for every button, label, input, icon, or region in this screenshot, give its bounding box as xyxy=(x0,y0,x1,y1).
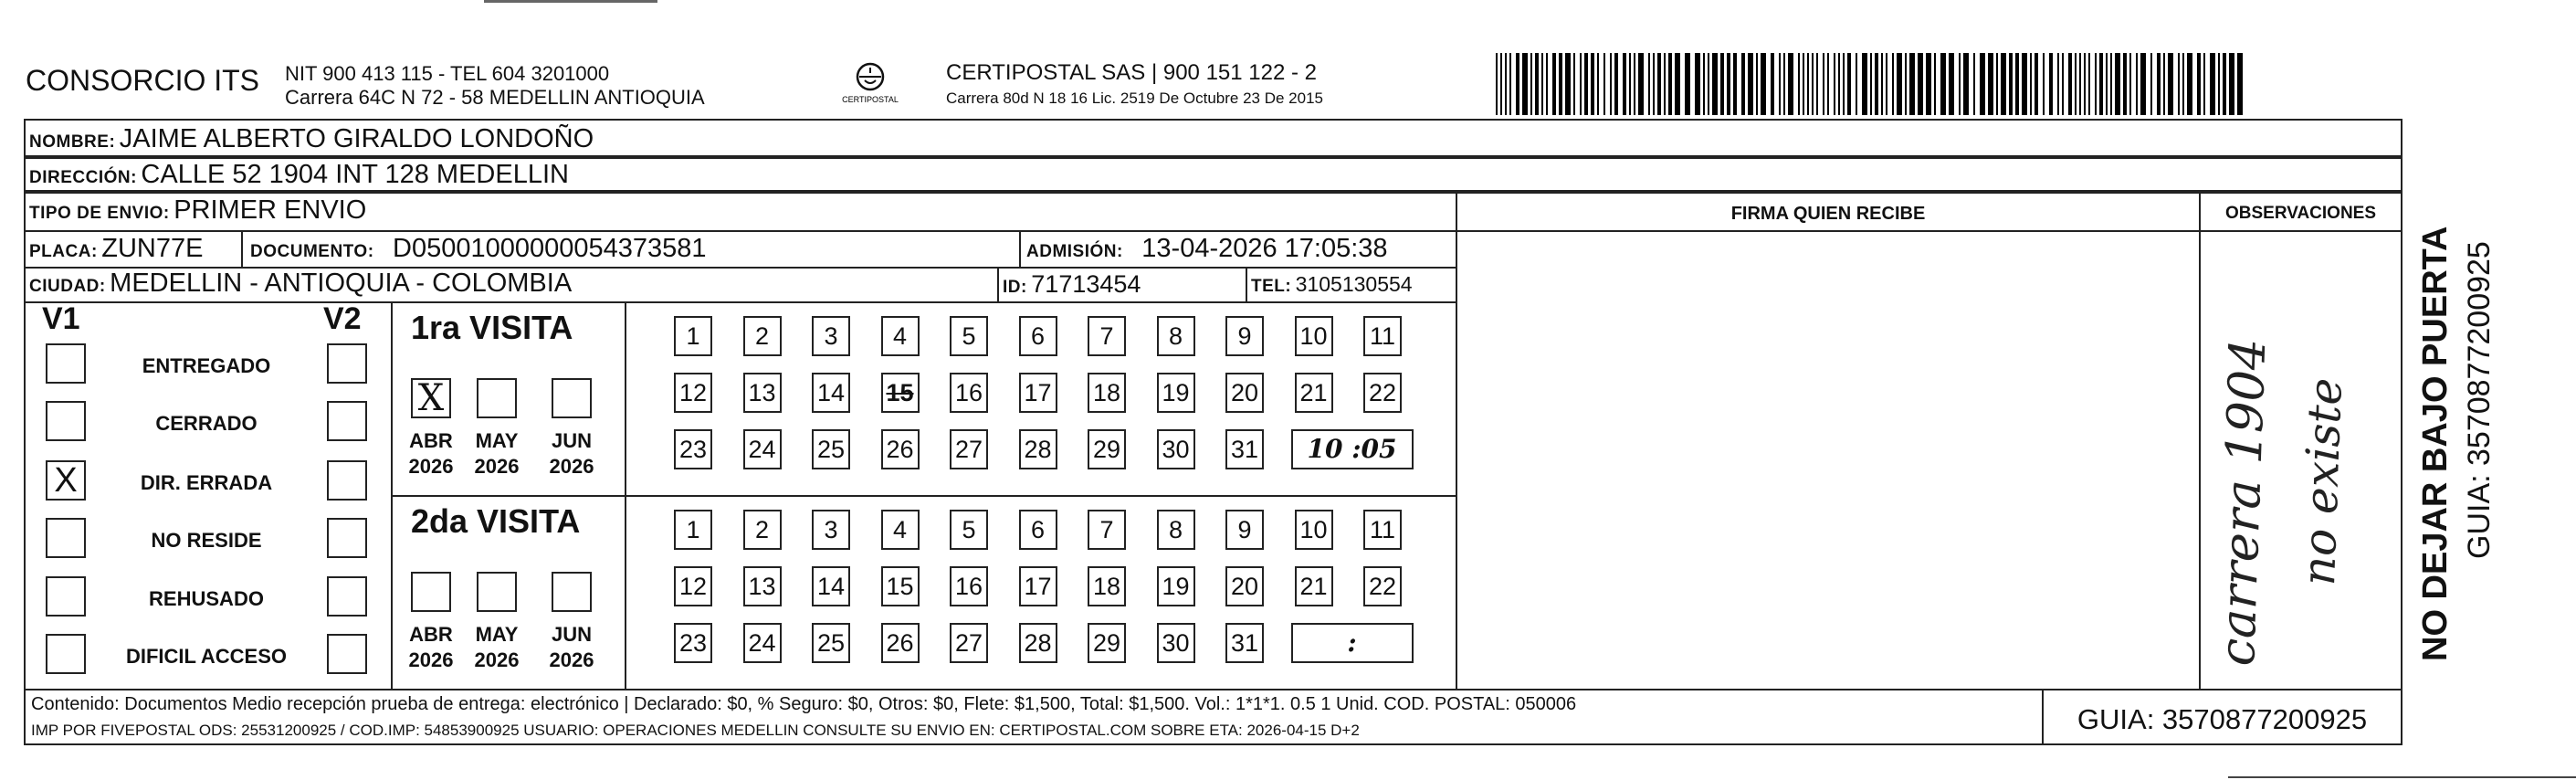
visit-2-title: 2da VISITA xyxy=(411,502,581,540)
tel-value: 3105130554 xyxy=(1295,272,1413,296)
visit-1-day-4[interactable]: 4 xyxy=(881,316,920,356)
visit-2-day-18[interactable]: 18 xyxy=(1088,566,1126,606)
visit-1-day-15[interactable]: 15 xyxy=(881,373,920,413)
v1-checkbox-5[interactable] xyxy=(46,576,86,617)
visit-2-day-13[interactable]: 13 xyxy=(743,566,782,606)
svg-text:CERTIPOSTAL: CERTIPOSTAL xyxy=(842,95,899,104)
documento-value: D05001000000054373581 xyxy=(393,234,707,263)
direccion-label: DIRECCIÓN: xyxy=(29,168,137,187)
visit-1-time-box[interactable]: 10 :05 xyxy=(1291,429,1414,469)
visit-1-day-29[interactable]: 29 xyxy=(1088,429,1126,469)
v2-checkbox-2[interactable] xyxy=(327,401,367,441)
visit-2-day-30[interactable]: 30 xyxy=(1157,623,1195,663)
visit-2-day-6[interactable]: 6 xyxy=(1019,510,1057,550)
v2-checkbox-5[interactable] xyxy=(327,576,367,617)
v2-checkbox-1[interactable] xyxy=(327,343,367,384)
id-field xyxy=(1003,270,1141,299)
visit-1-day-6[interactable]: 6 xyxy=(1019,316,1057,356)
tel-label: TEL: xyxy=(1251,277,1292,296)
visit-2-day-7[interactable]: 7 xyxy=(1088,510,1126,550)
visit-1-day-18[interactable]: 18 xyxy=(1088,373,1126,413)
visit-1-day-14[interactable]: 14 xyxy=(812,373,850,413)
visit-1-day-12[interactable]: 12 xyxy=(674,373,712,413)
visit-1-day-23[interactable]: 23 xyxy=(674,429,712,469)
tel-field xyxy=(1251,272,1413,297)
visit-2-year-label-1: 2026 xyxy=(408,648,454,671)
visit-2-day-11[interactable]: 11 xyxy=(1363,510,1402,550)
footer-line-1: Contenido: Documentos Medio recepción prueba de entrega: electrónico | Declarado: $0, % Seguro: $0, Otros: $0, Flete: $1,500, Total: $1,500. Vol.: 1*1*1. 0.5 1 Unid. COD. POSTAL: 050006 xyxy=(31,694,1577,714)
visit-1-day-20[interactable]: 20 xyxy=(1225,373,1264,413)
v1-checkbox-3[interactable] xyxy=(46,460,86,501)
status-label-1: ENTREGADO xyxy=(142,354,271,377)
v1-checkbox-6[interactable] xyxy=(46,634,86,674)
footer-guia: GUIA: 3570877200925 xyxy=(2077,703,2368,735)
visit-2-day-22[interactable]: 22 xyxy=(1363,566,1402,606)
v1-label: V1 xyxy=(42,301,80,336)
visit-2-day-14[interactable]: 14 xyxy=(812,566,850,606)
tipo-field xyxy=(29,195,366,226)
observaciones-handwriting-2: no existe xyxy=(2292,376,2352,587)
id-value: 71713454 xyxy=(1031,270,1141,298)
tipo-value: PRIMER ENVIO xyxy=(173,195,367,225)
visit-2-year-label-3: 2026 xyxy=(549,648,594,671)
visit-2-day-12[interactable]: 12 xyxy=(674,566,712,606)
visit-2-day-24[interactable]: 24 xyxy=(743,623,782,663)
visit-1-day-19[interactable]: 19 xyxy=(1157,373,1195,413)
side-guia: GUIA: 3570877200925 xyxy=(2462,241,2497,559)
placa-label: PLACA: xyxy=(29,242,98,261)
visit-2-day-26[interactable]: 26 xyxy=(881,623,920,663)
tel-divider xyxy=(1246,267,1247,303)
visit-1-year-label-3: 2026 xyxy=(549,455,594,478)
nombre-field xyxy=(29,124,594,154)
visit-2-day-8[interactable]: 8 xyxy=(1157,510,1195,550)
visit-2-day-28[interactable]: 28 xyxy=(1019,623,1057,663)
visit-1-day-1[interactable]: 1 xyxy=(674,316,712,356)
visit-1-day-11[interactable]: 11 xyxy=(1363,316,1402,356)
footer-line-2: IMP POR FIVEPOSTAL ODS: 25531200925 / COD.IMP: 54853900925 USUARIO: OPERACIONES MEDELLIN CONSULTE SU ENVIO EN: CERTIPOSTAL.COM SOBRE ETA: 2026-04-15 D+2 xyxy=(31,722,1360,739)
visit-1-day-27[interactable]: 27 xyxy=(950,429,988,469)
visit-1-day-13[interactable]: 13 xyxy=(743,373,782,413)
observaciones-handwriting-1: carrera 1904 xyxy=(2208,337,2277,668)
visit-1-day-9[interactable]: 9 xyxy=(1225,316,1264,356)
visit-1-year-label-1: 2026 xyxy=(408,455,454,478)
visit-1-day-30[interactable]: 30 xyxy=(1157,429,1195,469)
visit-2-year-label-2: 2026 xyxy=(474,648,520,671)
admision-field xyxy=(1026,234,1388,264)
visit-2-month-checkbox-2[interactable] xyxy=(477,572,517,612)
visit-1-day-31[interactable]: 31 xyxy=(1225,429,1264,469)
observaciones-header: OBSERVACIONES xyxy=(2224,204,2377,223)
admision-value: 13-04-2026 17:05:38 xyxy=(1141,234,1388,263)
visit-2-day-25[interactable]: 25 xyxy=(812,623,850,663)
visit-2-month-checkbox-3[interactable] xyxy=(552,572,592,612)
direccion-field xyxy=(29,160,569,190)
visit-2-day-21[interactable]: 21 xyxy=(1295,566,1333,606)
visit-2-time-box[interactable]: : xyxy=(1291,623,1414,663)
direccion-value: CALLE 52 1904 INT 128 MEDELLIN xyxy=(141,160,569,189)
visit-1-day-3[interactable]: 3 xyxy=(812,316,850,356)
id-label: ID: xyxy=(1003,278,1027,297)
visit-2-day-5[interactable]: 5 xyxy=(950,510,988,550)
visit-1-month-label-1: ABR xyxy=(409,429,453,452)
ciudad-label: CIUDAD: xyxy=(29,277,106,296)
courier-line-2: Carrera 80d N 18 16 Lic. 2519 De Octubre 23 De 2015 xyxy=(946,90,1323,107)
visit-1-day-17[interactable]: 17 xyxy=(1019,373,1057,413)
visit-2-day-23[interactable]: 23 xyxy=(674,623,712,663)
ciudad-value: MEDELLIN - ANTIOQUIA - COLOMBIA xyxy=(110,269,573,298)
admision-divider xyxy=(1019,230,1021,269)
visit-2-month-label-2: MAY xyxy=(475,623,519,646)
placa-divider xyxy=(241,230,243,269)
visit-2-day-4[interactable]: 4 xyxy=(881,510,920,550)
visit-1-month-mark: X xyxy=(417,377,445,419)
status-label-5: REHUSADO xyxy=(149,587,264,610)
visit-1-month-label-2: MAY xyxy=(475,429,519,452)
visit-2-day-31[interactable]: 31 xyxy=(1225,623,1264,663)
visit-2-day-3[interactable]: 3 xyxy=(812,510,850,550)
v1-check-mark: X xyxy=(54,461,78,500)
visit-2-day-16[interactable]: 16 xyxy=(950,566,988,606)
visit-1-day-26[interactable]: 26 xyxy=(881,429,920,469)
visit-2-day-15[interactable]: 15 xyxy=(881,566,920,606)
admision-label: ADMISIÓN: xyxy=(1026,242,1123,261)
firma-area xyxy=(1456,230,2201,690)
company-name: CONSORCIO ITS xyxy=(26,64,260,97)
bottom-edge-line xyxy=(2228,776,2576,778)
visit-2-day-10[interactable]: 10 xyxy=(1295,510,1333,550)
side-title: NO DEJAR BAJO PUERTA xyxy=(2416,226,2455,661)
visit-1-day-24[interactable]: 24 xyxy=(743,429,782,469)
visit-2-day-17[interactable]: 17 xyxy=(1019,566,1057,606)
courier-line-1: CERTIPOSTAL SAS | 900 151 122 - 2 xyxy=(946,60,1317,85)
visit-1-year-label-2: 2026 xyxy=(474,455,520,478)
top-edge-mark xyxy=(484,0,657,3)
visit-2-day-19[interactable]: 19 xyxy=(1157,566,1195,606)
status-label-2: CERRADO xyxy=(155,412,258,435)
visit-1-day-22[interactable]: 22 xyxy=(1363,373,1402,413)
id-divider xyxy=(997,267,999,303)
visit-1-day-10[interactable]: 10 xyxy=(1295,316,1333,356)
visit-1-day-16[interactable]: 16 xyxy=(950,373,988,413)
visit-1-day-7[interactable]: 7 xyxy=(1088,316,1126,356)
visit-1-month-checkbox-1[interactable] xyxy=(411,378,451,418)
placa-value: ZUN77E xyxy=(101,234,204,263)
documento-field xyxy=(250,234,707,264)
visit-1-day-5[interactable]: 5 xyxy=(950,316,988,356)
visit-1-month-label-3: JUN xyxy=(551,429,592,452)
tipo-label: TIPO DE ENVIO: xyxy=(29,204,170,223)
status-label-6: DIFICIL ACCESO xyxy=(125,645,287,668)
visit-2-month-checkbox-1[interactable] xyxy=(411,572,451,612)
visit-1-month-checkbox-3[interactable] xyxy=(552,378,592,418)
visit-2-day-9[interactable]: 9 xyxy=(1225,510,1264,550)
visit-1-day-21[interactable]: 21 xyxy=(1295,373,1333,413)
visit-1-day-28[interactable]: 28 xyxy=(1019,429,1057,469)
nombre-label: NOMBRE: xyxy=(29,132,116,152)
placa-field xyxy=(29,234,203,264)
visit-1-month-checkbox-2[interactable] xyxy=(477,378,517,418)
v2-checkbox-3[interactable] xyxy=(327,460,367,501)
status-label-3: DIR. ERRADA xyxy=(140,471,273,494)
nombre-value: JAIME ALBERTO GIRALDO LONDOÑO xyxy=(119,124,594,153)
ciudad-field xyxy=(29,269,572,299)
v2-checkbox-4[interactable] xyxy=(327,518,367,558)
visit-1-title: 1ra VISITA xyxy=(411,309,573,346)
v2-checkbox-6[interactable] xyxy=(327,634,367,674)
v1-checkbox-1[interactable] xyxy=(46,343,86,384)
courier-logo xyxy=(838,60,902,108)
documento-label: DOCUMENTO: xyxy=(250,242,374,261)
visit-1-day-2[interactable]: 2 xyxy=(743,316,782,356)
visit-2-day-29[interactable]: 29 xyxy=(1088,623,1126,663)
status-label-4: NO RESIDE xyxy=(151,529,262,552)
visit-2-day-27[interactable]: 27 xyxy=(950,623,988,663)
visit-2-day-20[interactable]: 20 xyxy=(1225,566,1264,606)
v1-checkbox-4[interactable] xyxy=(46,518,86,558)
firma-header: FIRMA QUIEN RECIBE xyxy=(1730,204,1926,224)
visit-2-day-2[interactable]: 2 xyxy=(743,510,782,550)
visit-1-day-25[interactable]: 25 xyxy=(812,429,850,469)
v1-checkbox-2[interactable] xyxy=(46,401,86,441)
company-line-2: Carrera 64C N 72 - 58 MEDELLIN ANTIOQUIA xyxy=(285,86,705,109)
v2-label: V2 xyxy=(323,301,362,336)
visit-2-month-label-3: JUN xyxy=(551,623,592,646)
visit-2-day-1[interactable]: 1 xyxy=(674,510,712,550)
company-line-1: NIT 900 413 115 - TEL 604 3201000 xyxy=(285,62,610,85)
visit-2-month-label-1: ABR xyxy=(409,623,453,646)
visit-1-day-8[interactable]: 8 xyxy=(1157,316,1195,356)
barcode xyxy=(1496,53,2245,115)
